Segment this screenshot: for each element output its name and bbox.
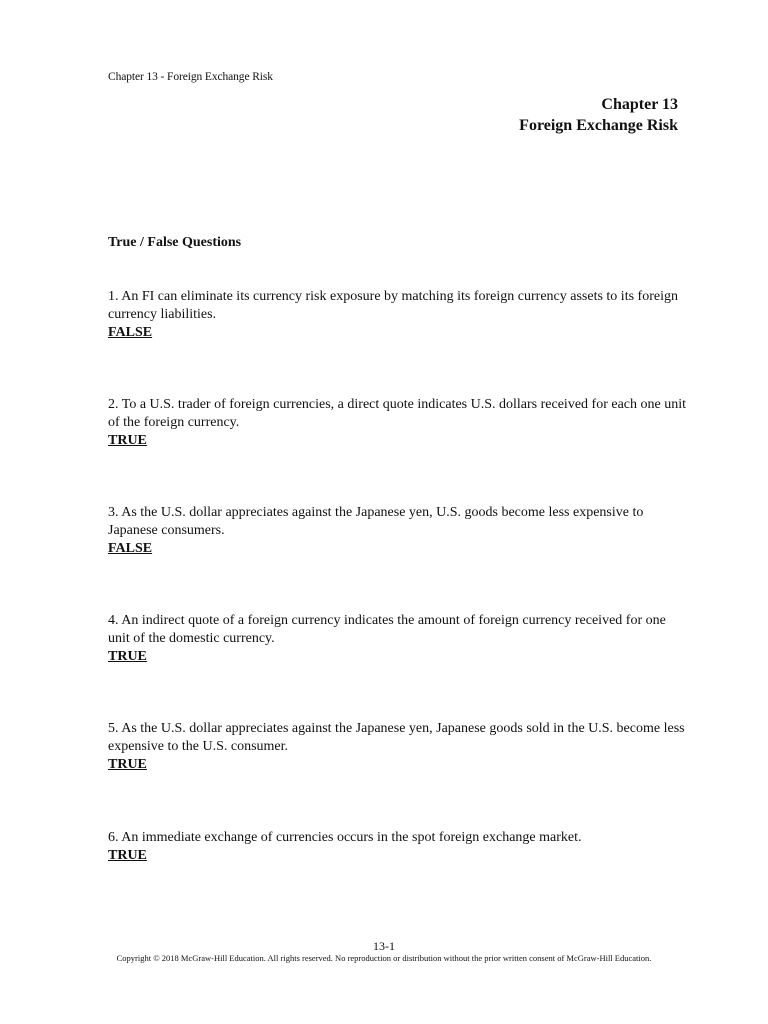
question-text: 2. To a U.S. trader of foreign currencies, a direct quote indicates U.S. dollars received for each one unit of the foreign currency.	[108, 397, 686, 430]
question-text: 6. An immediate exchange of currencies occurs in the spot foreign exchange market.	[108, 830, 582, 845]
page-number: 13-1	[373, 939, 395, 953]
question-item	[108, 288, 688, 342]
question-item	[108, 396, 688, 450]
question-text: 5. As the U.S. dollar appreciates against the Japanese yen, Japanese goods sold in the U.S. become less expensive to the U.S. consumer.	[108, 721, 685, 754]
chapter-number: Chapter 13	[601, 96, 678, 113]
answer-label: FALSE	[108, 325, 153, 340]
answer-label: TRUE	[108, 757, 147, 772]
question-item	[108, 504, 688, 558]
section-heading: True / False Questions	[108, 235, 242, 250]
chapter-name: Foreign Exchange Risk	[519, 117, 678, 134]
question-item	[108, 612, 688, 666]
question-text: 4. An indirect quote of a foreign currency indicates the amount of foreign currency received for one unit of the domestic currency.	[108, 613, 666, 646]
copyright-notice: Copyright © 2018 McGraw-Hill Education. All rights reserved. No reproduction or distribution without the prior written consent of McGraw-Hill Education.	[116, 953, 652, 963]
question-text: 1. An FI can eliminate its currency risk exposure by matching its foreign currency assets to its foreign currency liabilities.	[108, 289, 678, 322]
answer-label: TRUE	[108, 649, 147, 664]
answer-label: TRUE	[108, 433, 147, 448]
question-item	[108, 829, 688, 865]
question-text: 3. As the U.S. dollar appreciates against the Japanese yen, U.S. goods become less expensive to Japanese consumers.	[108, 505, 644, 538]
running-header: Chapter 13 - Foreign Exchange Risk	[108, 71, 273, 83]
question-item	[108, 720, 688, 774]
chapter-title-block	[519, 94, 678, 136]
page-footer	[0, 939, 768, 964]
answer-label: TRUE	[108, 848, 147, 863]
answer-label: FALSE	[108, 541, 153, 556]
